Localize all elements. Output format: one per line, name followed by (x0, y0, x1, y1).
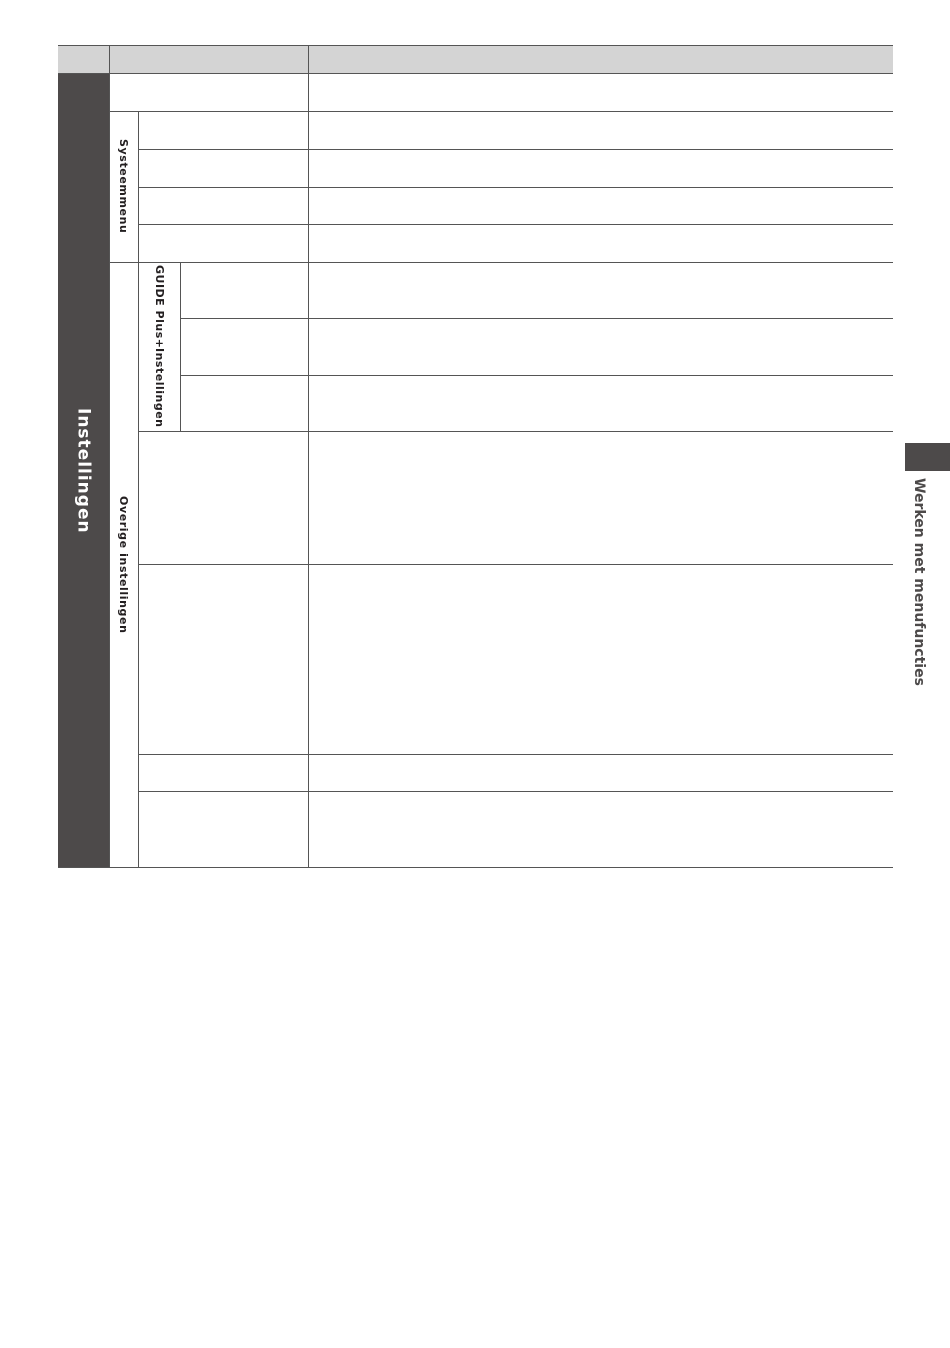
divider (308, 45, 309, 868)
side-tab-marker (905, 443, 950, 471)
guide-plus-line2: Instellingen (153, 348, 166, 428)
table-bottom-rule (58, 867, 893, 868)
row-divider (138, 224, 893, 225)
group-label-other-settings: Overige instellingen (117, 495, 130, 634)
row-divider (109, 111, 893, 112)
row-divider (109, 262, 893, 263)
row-divider (180, 375, 893, 376)
row-divider (138, 791, 893, 792)
row-divider (138, 754, 893, 755)
guide-plus-line1: GUIDE Plus+ (153, 265, 166, 349)
divider (180, 262, 181, 432)
group-label-guide-plus (138, 262, 180, 431)
row-divider (138, 187, 893, 188)
row-divider (180, 318, 893, 319)
section-title: Instellingen (73, 407, 94, 534)
group-label-system-menu: Systeemmenu (117, 139, 130, 234)
side-tab-label: Werken met menufuncties (911, 478, 927, 686)
row-divider (138, 149, 893, 150)
row-divider (138, 564, 893, 565)
row-divider (138, 431, 893, 432)
table-header-row (58, 45, 893, 74)
